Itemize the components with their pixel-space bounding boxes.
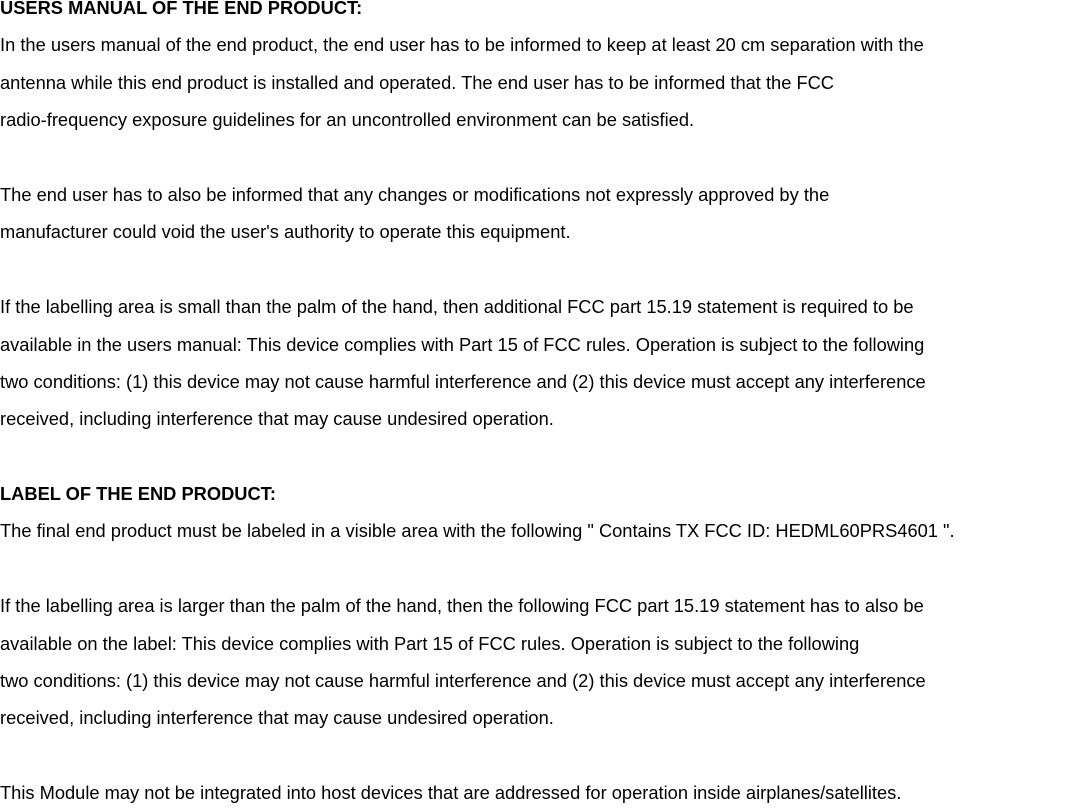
users-manual-heading: USERS MANUAL OF THE END PRODUCT: [0, 0, 363, 18]
users-manual-paragraph-1 [0, 26, 1086, 138]
text-line: received, including interference that may cause undesired operation. [0, 408, 554, 430]
text-line: two conditions: (1) this device may not cause harmful interference and (2) this device must accept any interference [0, 370, 926, 392]
text-line: If the labelling area is larger than the palm of the hand, then the following FCC part 15.19 statement has to also be [0, 595, 924, 617]
text-line: The end user has to also be informed that any changes or modifications not expressly approved by the [0, 183, 830, 205]
label-paragraph-3 [0, 774, 1086, 811]
users-manual-paragraph-3 [0, 288, 1086, 438]
text-line: The final end product must be labeled in a visible area with the following " Contains TX FCC ID: HEDML60PRS4601 ". [0, 520, 955, 542]
paragraph-gap [0, 251, 1086, 288]
paragraph-gap [0, 737, 1086, 774]
paragraph-gap [0, 550, 1086, 587]
label-paragraph-2 [0, 587, 1086, 737]
text-line: manufacturer could void the user's authority to operate this equipment. [0, 221, 571, 243]
text-line: two conditions: (1) this device may not cause harmful interference and (2) this device must accept any interference [0, 670, 926, 692]
paragraph-gap [0, 139, 1086, 176]
text-line: available in the users manual: This device complies with Part 15 of FCC rules. Operation is subject to the following [0, 333, 925, 355]
label-paragraph-1 [0, 512, 1086, 549]
paragraph-gap [0, 438, 1086, 475]
text-line: radio-frequency exposure guidelines for an uncontrolled environment can be satisfied. [0, 109, 695, 131]
text-line: available on the label: This device complies with Part 15 of FCC rules. Operation is subject to the following [0, 632, 860, 654]
text-line: This Module may not be integrated into host devices that are addressed for operation inside airplanes/satellites. [0, 782, 902, 804]
users-manual-paragraph-2 [0, 176, 1086, 251]
text-line: In the users manual of the end product, the end user has to be informed to keep at least 20 cm separation with the [0, 34, 924, 56]
text-line: If the labelling area is small than the palm of the hand, then additional FCC part 15.19 statement is required to be [0, 296, 914, 318]
text-line: antenna while this end product is installed and operated. The end user has to be informed that the FCC [0, 71, 835, 93]
label-heading: LABEL OF THE END PRODUCT: [0, 483, 276, 505]
text-line: received, including interference that may cause undesired operation. [0, 707, 554, 729]
